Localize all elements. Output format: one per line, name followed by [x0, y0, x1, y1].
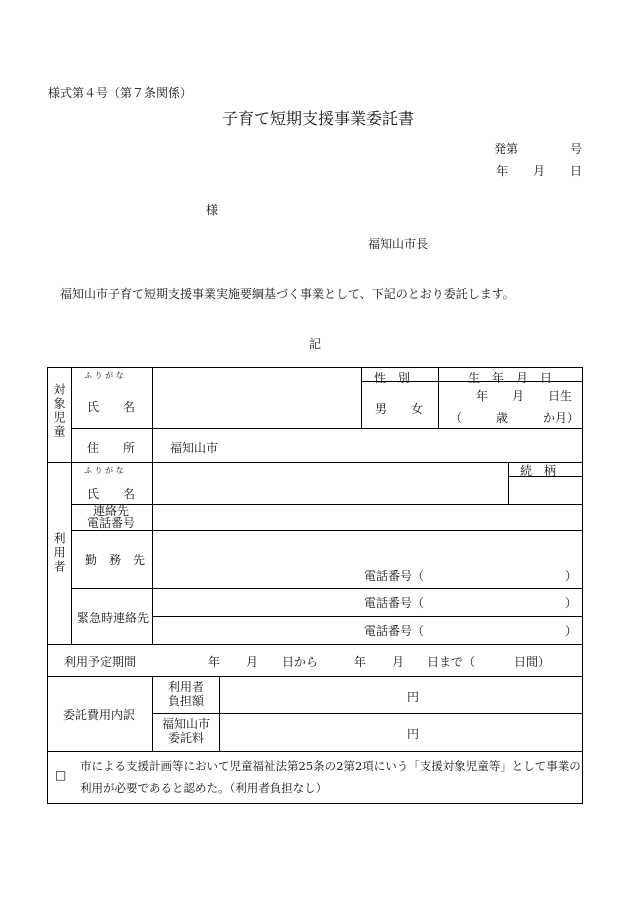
child-birth-header: 生 年 月 日	[468, 371, 553, 385]
child-age-months: か月）	[543, 411, 580, 425]
form-number: 様式第４号（第７条関係）	[48, 86, 193, 100]
child-age-open: （	[450, 411, 463, 425]
city-fee-line2: 委託料	[167, 731, 204, 745]
issuer: 福知山市長	[368, 237, 429, 251]
note-line2: 利用が必要であると認めた。（利用者負担なし）	[80, 781, 328, 795]
issue-date-day: 日	[570, 164, 583, 178]
child-name-label: 氏 名	[87, 400, 136, 414]
ki-mark: 記	[309, 337, 322, 351]
user-burden-line1: 利用者	[167, 680, 204, 694]
city-fee-yen: 円	[407, 727, 420, 741]
user-burden-label	[153, 680, 219, 708]
child-address-label: 住 所	[87, 441, 136, 455]
period-to-day: 日まで（	[427, 655, 476, 669]
child-birth-line: 年 月 日生	[476, 389, 573, 403]
emergency-phone1-close: ）	[565, 596, 578, 610]
user-contact-line2: 電話番号	[87, 516, 136, 530]
emergency-phone2-close: ）	[565, 624, 578, 638]
period-to-year: 年	[354, 655, 367, 669]
emergency-phone1-open: 電話番号（	[364, 596, 425, 610]
period-from-month: 月	[246, 655, 259, 669]
issue-date-year: 年	[496, 164, 509, 178]
user-relation-label: 続 柄	[520, 464, 557, 478]
no-burden-checkbox[interactable]: □	[55, 768, 67, 782]
child-address-value: 福知山市	[170, 441, 219, 455]
workplace-phone-close: ）	[565, 569, 578, 583]
period-days: 日間）	[514, 655, 551, 669]
child-gender-header: 性 別	[374, 371, 411, 385]
fees-label: 委託費用内訳	[63, 708, 136, 722]
document-title: 子育て短期支援事業委託書	[222, 109, 415, 128]
issue-number-label: 発第	[494, 142, 519, 156]
user-name-label: 氏 名	[87, 487, 136, 501]
emergency-phone2-open: 電話番号（	[364, 624, 425, 638]
child-furigana-label: ふ り が な	[84, 371, 124, 380]
child-gender-value: 男 女	[375, 402, 424, 416]
user-furigana-label: ふ り が な	[84, 466, 124, 475]
note-line1: 市による支援計画等において児童福祉法第25条の2第2項にいう「支援対象児童等」として事業の	[80, 759, 581, 773]
user-burden-yen: 円	[407, 690, 420, 704]
city-fee-label	[153, 717, 219, 745]
user-section-label: 利用者	[52, 532, 66, 574]
body-text: 福知山市子育て短期支援事業実施要綱基づく事業として、下記のとおり委託します。	[60, 287, 515, 301]
addressee-suffix: 様	[206, 203, 219, 217]
child-section-label: 対象児童	[52, 383, 66, 439]
user-burden-line2: 負担額	[167, 694, 204, 708]
child-age-sai: 歳	[496, 411, 509, 425]
issue-number-go: 号	[570, 142, 583, 156]
workplace-phone-open: 電話番号（	[364, 569, 425, 583]
user-workplace-label: 勤 務 先	[85, 553, 146, 567]
period-label: 利用予定期間	[64, 655, 137, 669]
period-to-month: 月	[392, 655, 405, 669]
period-from-year: 年	[208, 655, 221, 669]
city-fee-line1: 福知山市	[161, 717, 210, 731]
user-emergency-label: 緊急時連絡先	[77, 611, 150, 625]
issue-date-month: 月	[533, 164, 546, 178]
user-contact-line1: 連絡先	[93, 504, 130, 518]
period-from-day: 日から	[282, 655, 319, 669]
